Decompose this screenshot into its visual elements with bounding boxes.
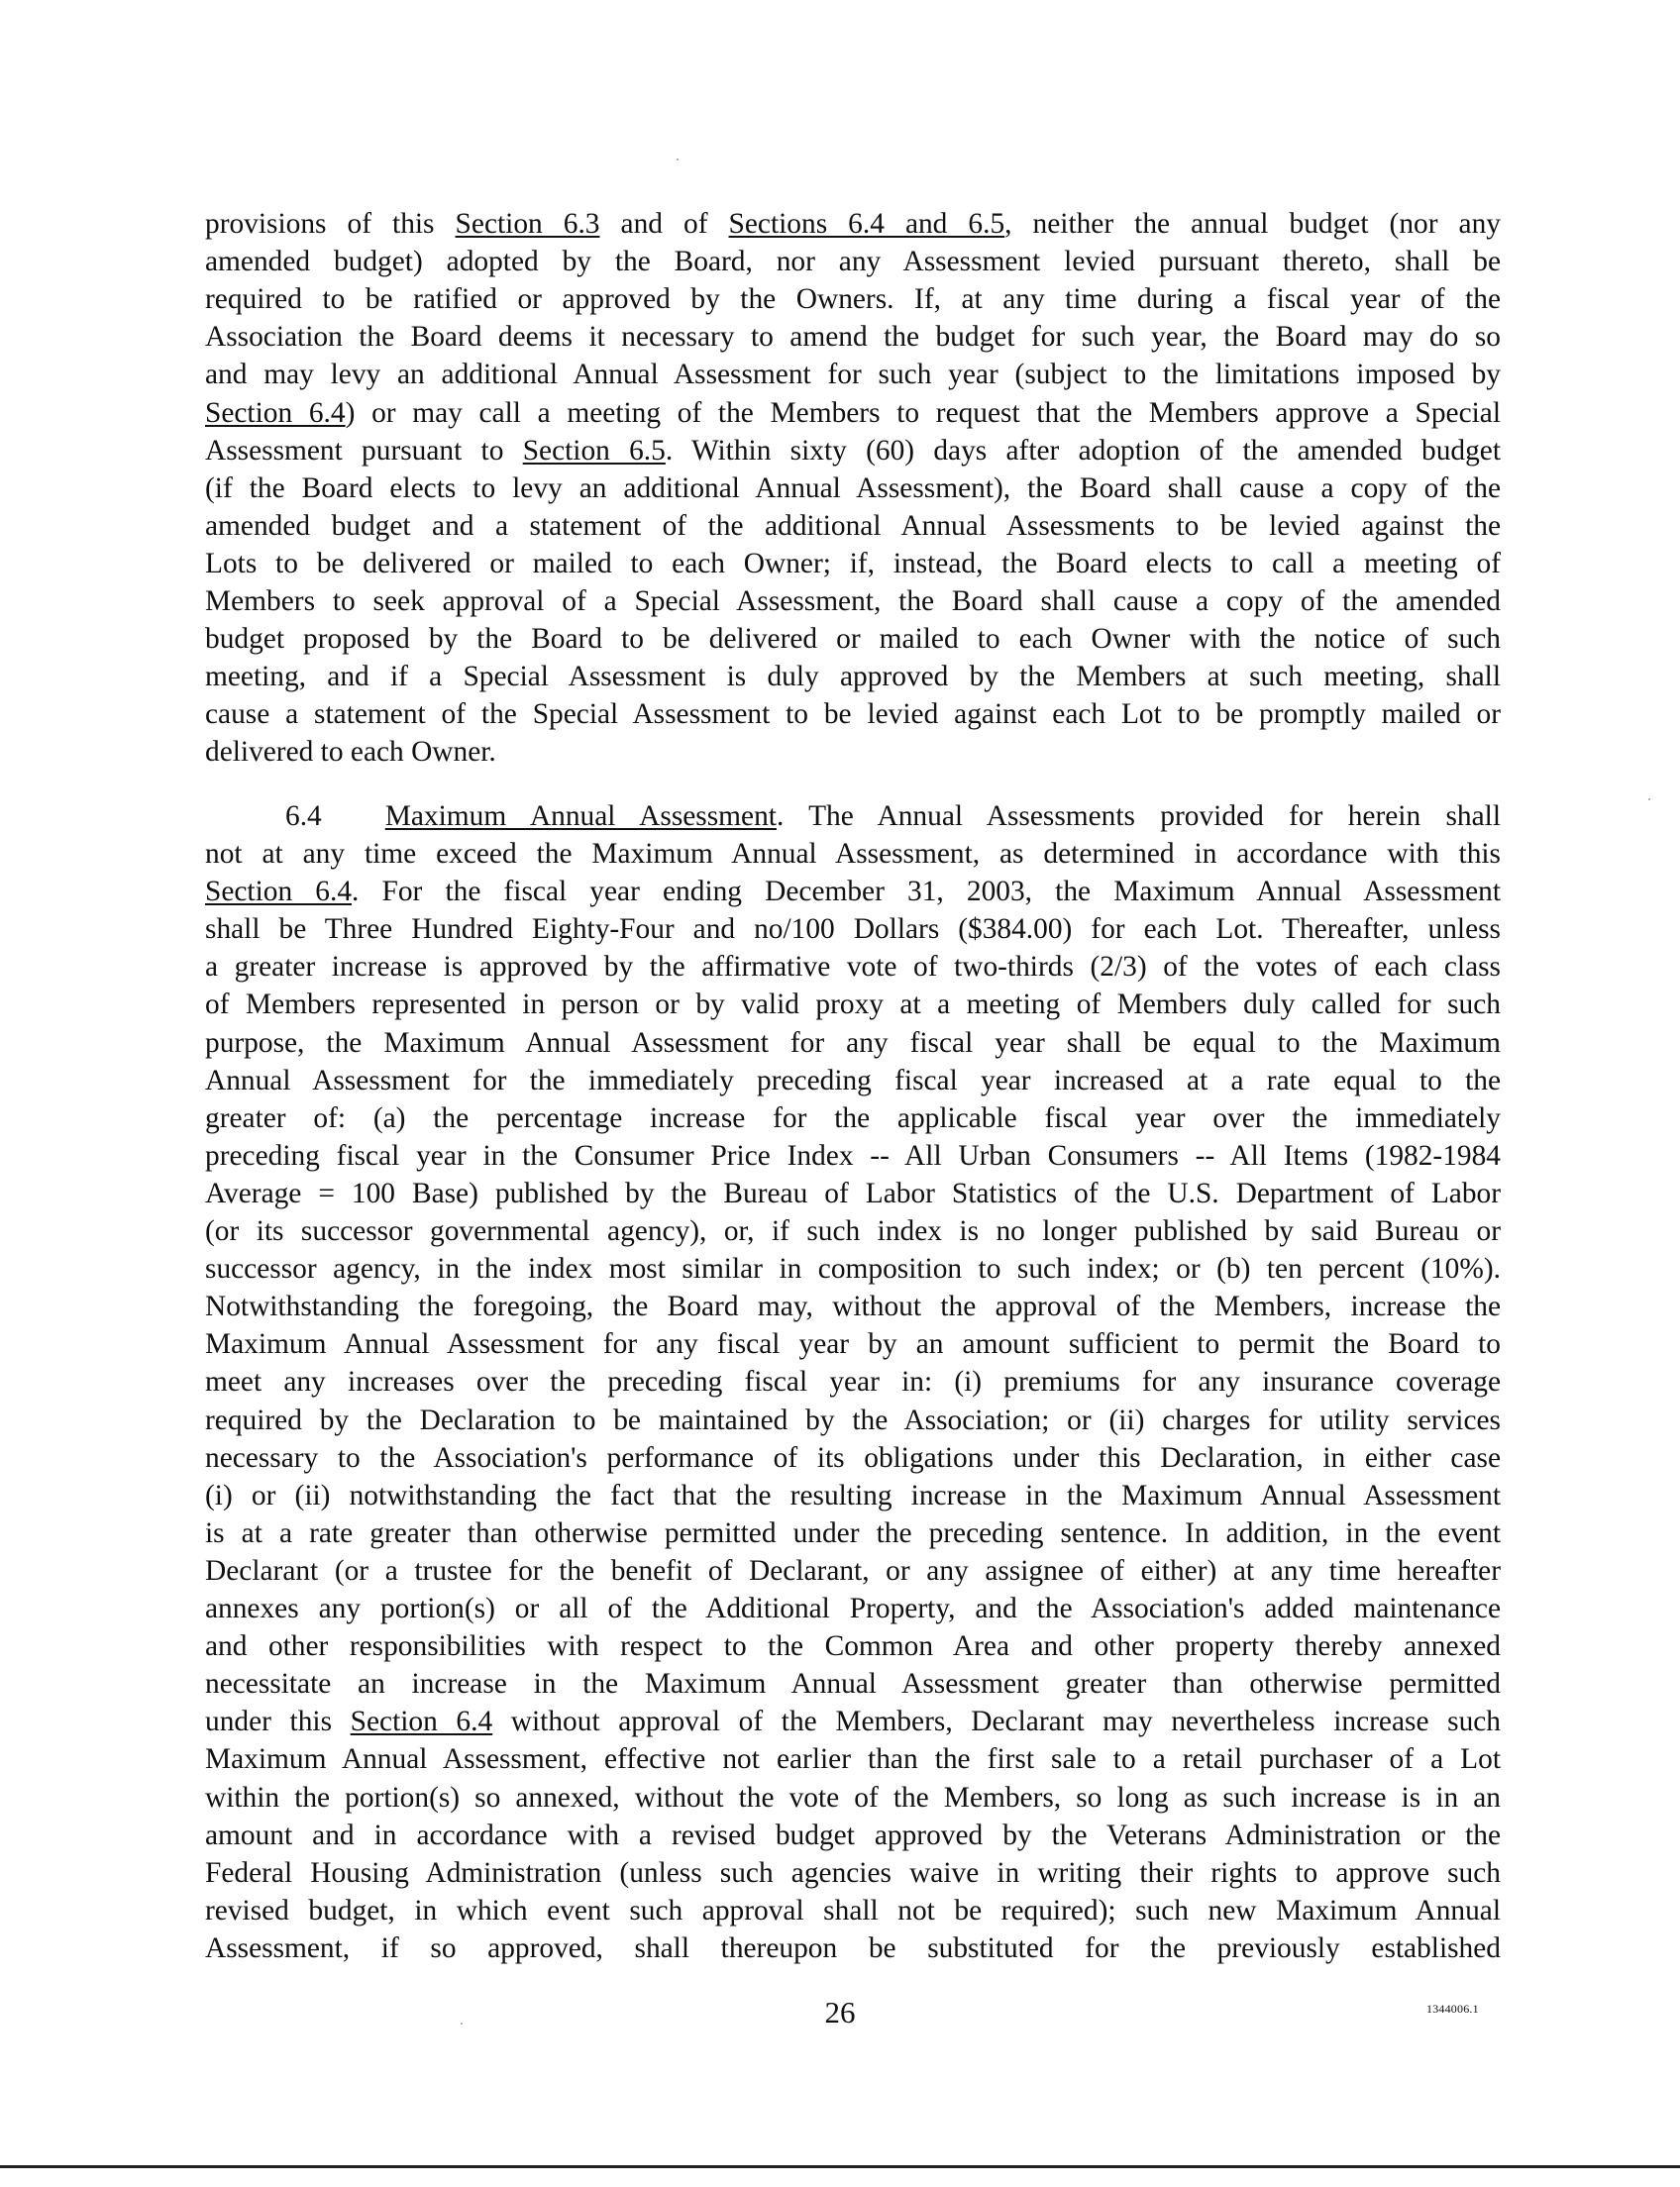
text-line: [205, 1740, 1501, 1778]
text-line: [205, 910, 1501, 948]
text-line: [205, 1477, 1501, 1514]
text-run: successor agency, in the index most similar in composition to such index; or (b) ten percent (10%).: [205, 1253, 1501, 1286]
text-run: amended budget) adopted by the Board, nor any Assessment levied pursuant thereto, shall be: [205, 246, 1501, 278]
text-run: purpose, the Maximum Annual Assessment for any fiscal year shall be equal to the Maximum: [205, 1026, 1501, 1059]
text-run: under this: [205, 1706, 351, 1738]
section-reference: Section 6.5: [522, 434, 666, 467]
text-line: [205, 1552, 1501, 1590]
document-id: 1344006.1: [1426, 2002, 1479, 2016]
text-line: [205, 1439, 1501, 1477]
text-line: [205, 1099, 1501, 1137]
text-line: [205, 1402, 1501, 1439]
text-run: Association the Board deems it necessary to amend the budget for such year, the Board may do so: [205, 321, 1501, 354]
page-number: 26: [824, 1995, 856, 2030]
section-reference: Section 6.3: [455, 208, 600, 240]
text-line: [205, 1665, 1501, 1703]
text-run: not at any time exceed the Maximum Annual Assessment, as determined in accordance with this: [205, 838, 1501, 870]
text-line: [205, 948, 1501, 986]
text-run: budget proposed by the Board to be delivered or mailed to each Owner with the notice of such: [205, 623, 1501, 656]
text-line: [205, 582, 1501, 620]
text-line: [205, 1062, 1501, 1099]
text-run: Average = 100 Base) published by the Bureau of Labor Statistics of the U.S. Department of Labor: [205, 1177, 1501, 1209]
text-line: [205, 318, 1501, 356]
text-run: meet any increases over the preceding fiscal year in: (i) premiums for any insurance coverage: [205, 1366, 1501, 1399]
text-run: without approval of the Members, Declarant may nevertheless increase such: [492, 1706, 1502, 1738]
text-line: [205, 620, 1501, 658]
text-run: delivered to each Owner.: [205, 736, 496, 769]
text-line: [205, 658, 1501, 695]
text-run: shall be Three Hundred Eighty-Four and no/100 Dollars ($384.00) for each Lot. Thereafter, unless: [205, 913, 1501, 946]
text-run: necessitate an increase in the Maximum Annual Assessment greater than otherwise permitted: [205, 1668, 1501, 1701]
text-line: [205, 695, 1501, 733]
text-run: (if the Board elects to levy an additional Annual Assessment), the Board shall cause a copy of the: [205, 471, 1501, 504]
text-line: [205, 1779, 1501, 1817]
text-run: and of: [599, 208, 729, 240]
text-line: [205, 545, 1501, 582]
text-line: [205, 1703, 1501, 1740]
text-run: annexes any portion(s) or all of the Additional Property, and the Association's added maintenance: [205, 1593, 1501, 1624]
scan-speck: [1648, 798, 1650, 800]
text-line: [205, 1514, 1501, 1552]
text-line: [205, 1817, 1501, 1854]
text-run: Maximum Annual Assessment, effective not earlier than the first sale to a retail purchaser of a Lot: [205, 1743, 1501, 1776]
text-run: and may levy an additional Annual Assessment for such year (subject to the limitations imposed by: [205, 359, 1501, 391]
text-run: (i) or (ii) notwithstanding the fact that the resulting increase in the Maximum Annual Assessment: [205, 1479, 1501, 1511]
text-line: [205, 469, 1501, 507]
text-line: [205, 1024, 1501, 1062]
text-run: ) or may call a meeting of the Members to request that the Members approve a Special: [345, 396, 1501, 429]
text-run: required by the Declaration to be maintained by the Association; or (ii) charges for utility services: [205, 1404, 1501, 1436]
text-line: [205, 835, 1501, 873]
text-line: [205, 1250, 1501, 1288]
text-line: [205, 1627, 1501, 1665]
text-run: preceding fiscal year in the Consumer Price Index -- All Urban Consumers -- All Items (1982-1984: [205, 1139, 1501, 1172]
scan-speck: [461, 2023, 463, 2025]
text-run: greater of: (a) the percentage increase for the applicable fiscal year over the immediately: [205, 1101, 1501, 1134]
text-line: [205, 1212, 1501, 1250]
text-line: [205, 356, 1501, 393]
text-line: [205, 243, 1501, 280]
text-run: meeting, and if a Special Assessment is duly approved by the Members at such meeting, shall: [205, 661, 1501, 693]
text-run: Notwithstanding the foregoing, the Board may, without the approval of the Members, increase the: [205, 1291, 1501, 1323]
text-run: Federal Housing Administration (unless such agencies waive in writing their rights to approve such: [205, 1856, 1501, 1889]
text-line: [205, 1590, 1501, 1627]
text-run: Assessment, if so approved, shall thereupon be substituted for the previously established: [205, 1931, 1501, 1964]
text-line: [205, 507, 1501, 545]
text-line: [205, 1288, 1501, 1325]
text-run: . For the fiscal year ending December 31, 2003, the Maximum Annual Assessment: [352, 876, 1501, 908]
text-run: provisions of this: [205, 208, 456, 240]
text-run: amended budget and a statement of the additional Annual Assessments to be levied against the: [205, 509, 1501, 542]
text-run: Members to seek approval of a Special Assessment, the Board shall cause a copy of the amended: [205, 585, 1501, 617]
text-run: necessary to the Association's performance of its obligations under this Declaration, in either case: [205, 1441, 1501, 1474]
text-line: [205, 280, 1501, 318]
text-line: [205, 1363, 1501, 1401]
section-reference: Section 6.4: [350, 1706, 493, 1738]
section-heading: Maximum Annual Assessment: [384, 800, 777, 832]
text-run: amount and in accordance with a revised budget approved by the Veterans Administration or the: [205, 1819, 1501, 1851]
text-run: Annual Assessment for the immediately preceding fiscal year increased at a rate equal to the: [205, 1064, 1501, 1096]
text-run: of Members represented in person or by valid proxy at a meeting of Members duly called for such: [205, 989, 1501, 1021]
text-run: required to be ratified or approved by the Owners. If, at any time during a fiscal year of the: [205, 283, 1501, 316]
text-run: Assessment pursuant to: [205, 434, 523, 467]
text-run: is at a rate greater than otherwise permitted under the preceding sentence. In addition, in the event: [205, 1516, 1501, 1549]
text-line: [205, 1929, 1501, 1967]
bottom-rule: [0, 2165, 1680, 2168]
scan-speck: [677, 158, 679, 160]
text-line: [205, 1854, 1501, 1892]
text-line: [205, 432, 1501, 469]
section-reference: Section 6.4: [205, 396, 346, 429]
text-line: [205, 1892, 1501, 1929]
text-run: , neither the annual budget (nor any: [1004, 208, 1501, 240]
section-number: 6.4: [285, 800, 322, 832]
text-run: Lots to be delivered or mailed to each Owner; if, instead, the Board elects to call a meeting of: [205, 547, 1501, 579]
section-reference: Sections 6.4 and 6.5: [728, 208, 1005, 240]
text-line: [205, 986, 1501, 1023]
text-line: [205, 1137, 1501, 1175]
text-run: cause a statement of the Special Assessment to be levied against each Lot to be promptly mailed or: [205, 698, 1501, 731]
text-line: [205, 1325, 1501, 1363]
text-line: [205, 205, 1501, 243]
section-reference: Section 6.4: [205, 876, 353, 908]
text-run: Maximum Annual Assessment for any fiscal year by an amount sufficient to permit the Board to: [205, 1328, 1501, 1361]
text-line: [205, 873, 1501, 910]
text-line: [205, 733, 1501, 771]
text-line: [205, 797, 1501, 835]
text-run: revised budget, in which event such approval shall not be required); such new Maximum Annual: [205, 1894, 1501, 1927]
text-run: . The Annual Assessments provided for herein shall: [776, 800, 1502, 832]
text-run: and other responsibilities with respect to the Common Area and other property thereby annexed: [205, 1630, 1501, 1663]
text-run: a greater increase is approved by the affirmative vote of two-thirds (2/3) of the votes of each class: [205, 951, 1501, 984]
text-line: [205, 394, 1501, 432]
text-line: [205, 1175, 1501, 1212]
text-run: (or its successor governmental agency), or, if such index is no longer published by said Bureau or: [205, 1215, 1501, 1247]
text-run: . Within sixty (60) days after adoption of the amended budget: [665, 434, 1501, 467]
text-run: within the portion(s) so annexed, without the vote of the Members, so long as such increase is in an: [205, 1781, 1501, 1814]
text-run: Declarant (or a trustee for the benefit of Declarant, or any assignee of either) at any time hereafter: [205, 1554, 1501, 1587]
